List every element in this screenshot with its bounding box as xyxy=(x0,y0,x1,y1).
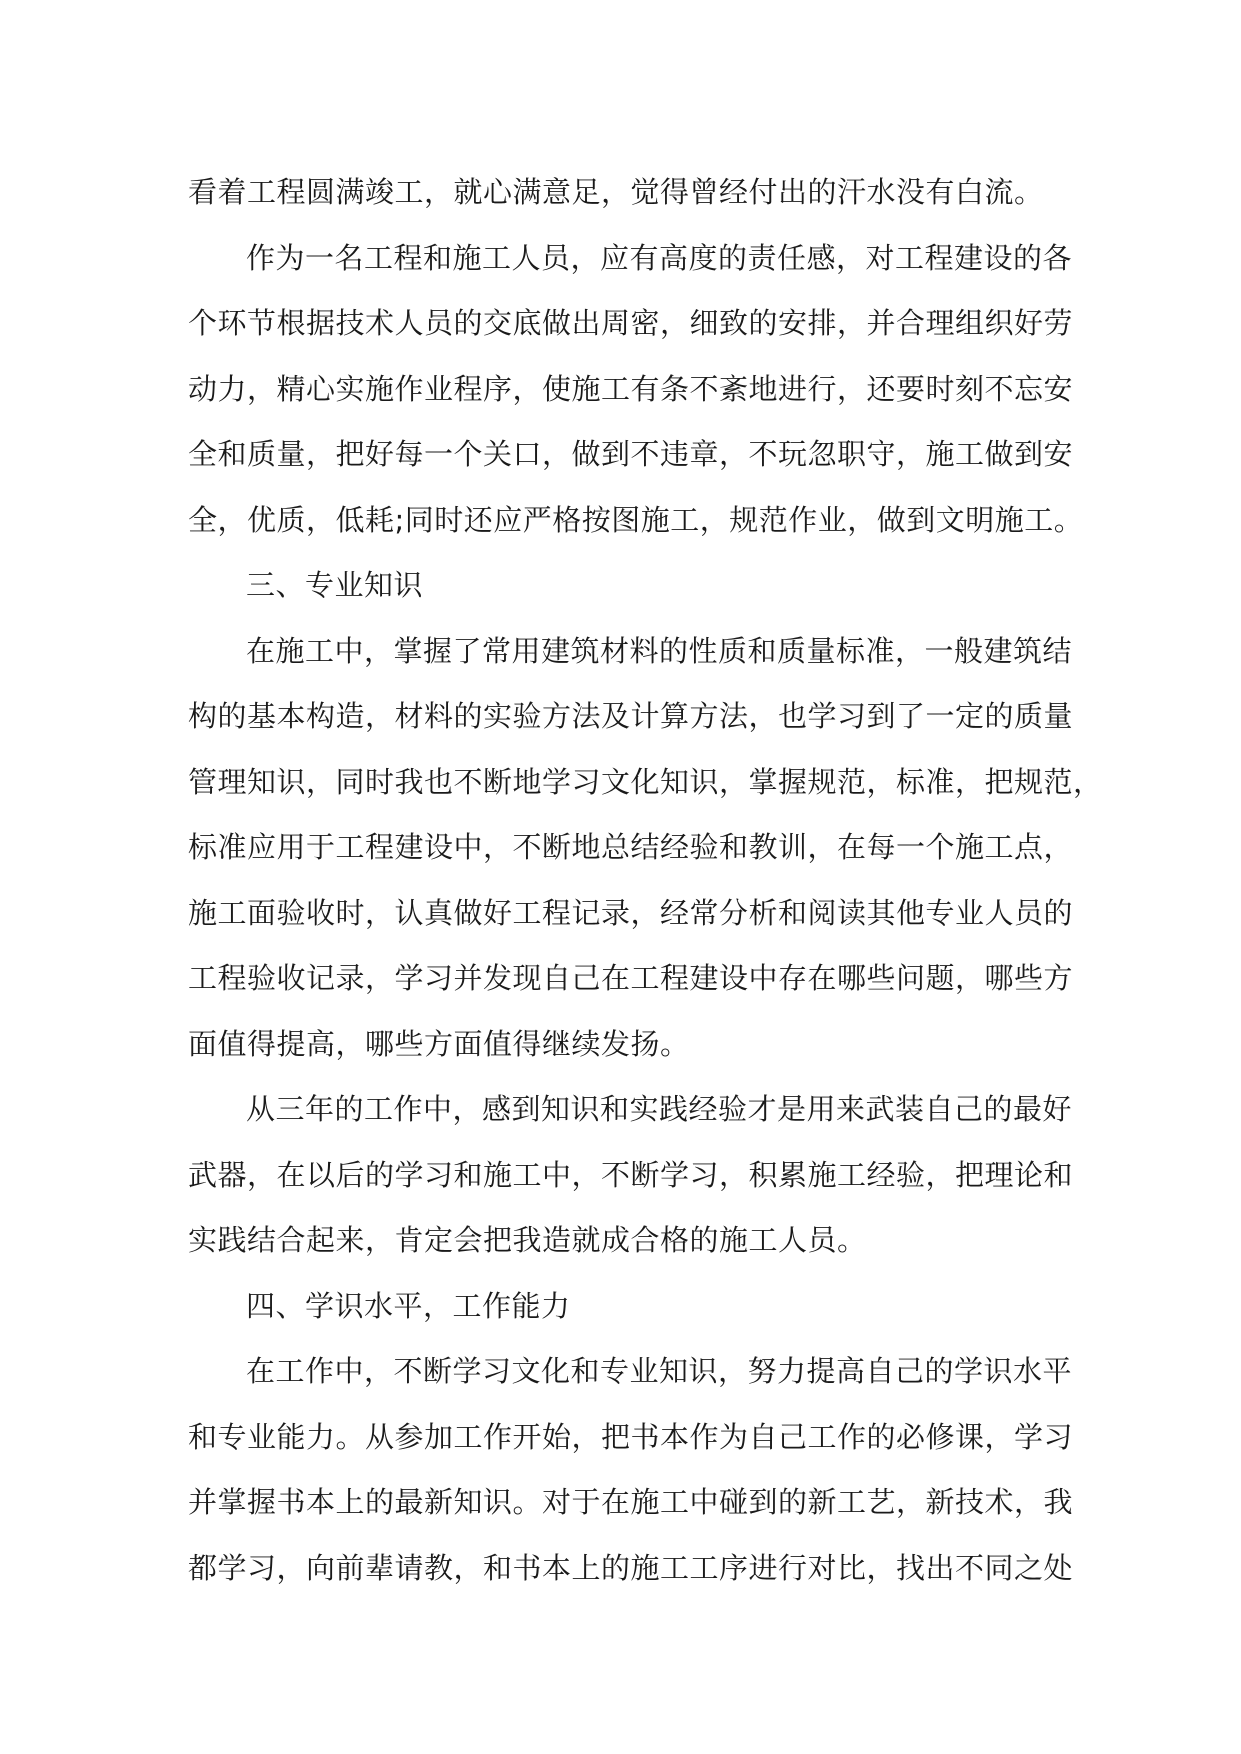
text-line: 全，优质，低耗;同时还应严格按图施工，规范作业，做到文明施工。 xyxy=(188,502,1084,537)
text-line: 施工面验收时，认真做好工程记录，经常分析和阅读其他专业人员的 xyxy=(188,895,1074,930)
text-line: 标准应用于工程建设中，不断地总结经验和教训，在每一个施工点， xyxy=(188,830,1074,864)
document-body xyxy=(188,160,1103,1601)
text-line: 看着工程圆满竣工，就心满意足，觉得曾经付出的汗水没有白流。 xyxy=(188,175,1044,209)
text-line: 并掌握书本上的最新知识。对于在施工中碰到的新工艺，新技术，我 xyxy=(188,1485,1074,1519)
paragraph-first-line: 从三年的工作中，感到知识和实践经验才是用来武装自己的最好 xyxy=(246,1092,1073,1126)
text-line: 武器，在以后的学习和施工中，不断学习，积累施工经验，把理论和 xyxy=(188,1157,1074,1192)
text-line: 面值得提高，哪些方面值得继续发扬。 xyxy=(188,1026,690,1061)
text-line: 动力，精心实施作业程序，使施工有条不紊地进行，还要时刻不忘安 xyxy=(188,371,1074,406)
text-line: 和专业能力。从参加工作开始，把书本作为自己工作的必修课，学习 xyxy=(188,1419,1074,1454)
text-line: 都学习，向前辈请教，和书本上的施工工序进行对比，找出不同之处 xyxy=(188,1550,1074,1585)
section-heading: 四、学识水平，工作能力 xyxy=(246,1288,571,1323)
text-line: 实践结合起来，肯定会把我造就成合格的施工人员。 xyxy=(188,1223,867,1257)
text-line: 个环节根据技术人员的交底做出周密，细致的安排，并合理组织好劳 xyxy=(188,306,1074,340)
text-line: 全和质量，把好每一个关口，做到不违章，不玩忽职守，施工做到安 xyxy=(188,437,1074,471)
paragraph-first-line: 在工作中，不断学习文化和专业知识，努力提高自己的学识水平 xyxy=(246,1354,1073,1388)
paragraph-first-line: 作为一名工程和施工人员，应有高度的责任感，对工程建设的各 xyxy=(246,240,1073,275)
text-line: 构的基本构造，材料的实验方法及计算方法，也学习到了一定的质量 xyxy=(188,699,1074,733)
section-heading: 三、专业知识 xyxy=(246,568,424,602)
text-line: 工程验收记录，学习并发现自己在工程建设中存在哪些问题，哪些方 xyxy=(188,961,1074,995)
paragraph-first-line: 在施工中，掌握了常用建筑材料的性质和质量标准，一般建筑结 xyxy=(246,633,1073,668)
text-line: 管理知识，同时我也不断地学习文化知识，掌握规范，标准，把规范， xyxy=(188,764,1103,799)
